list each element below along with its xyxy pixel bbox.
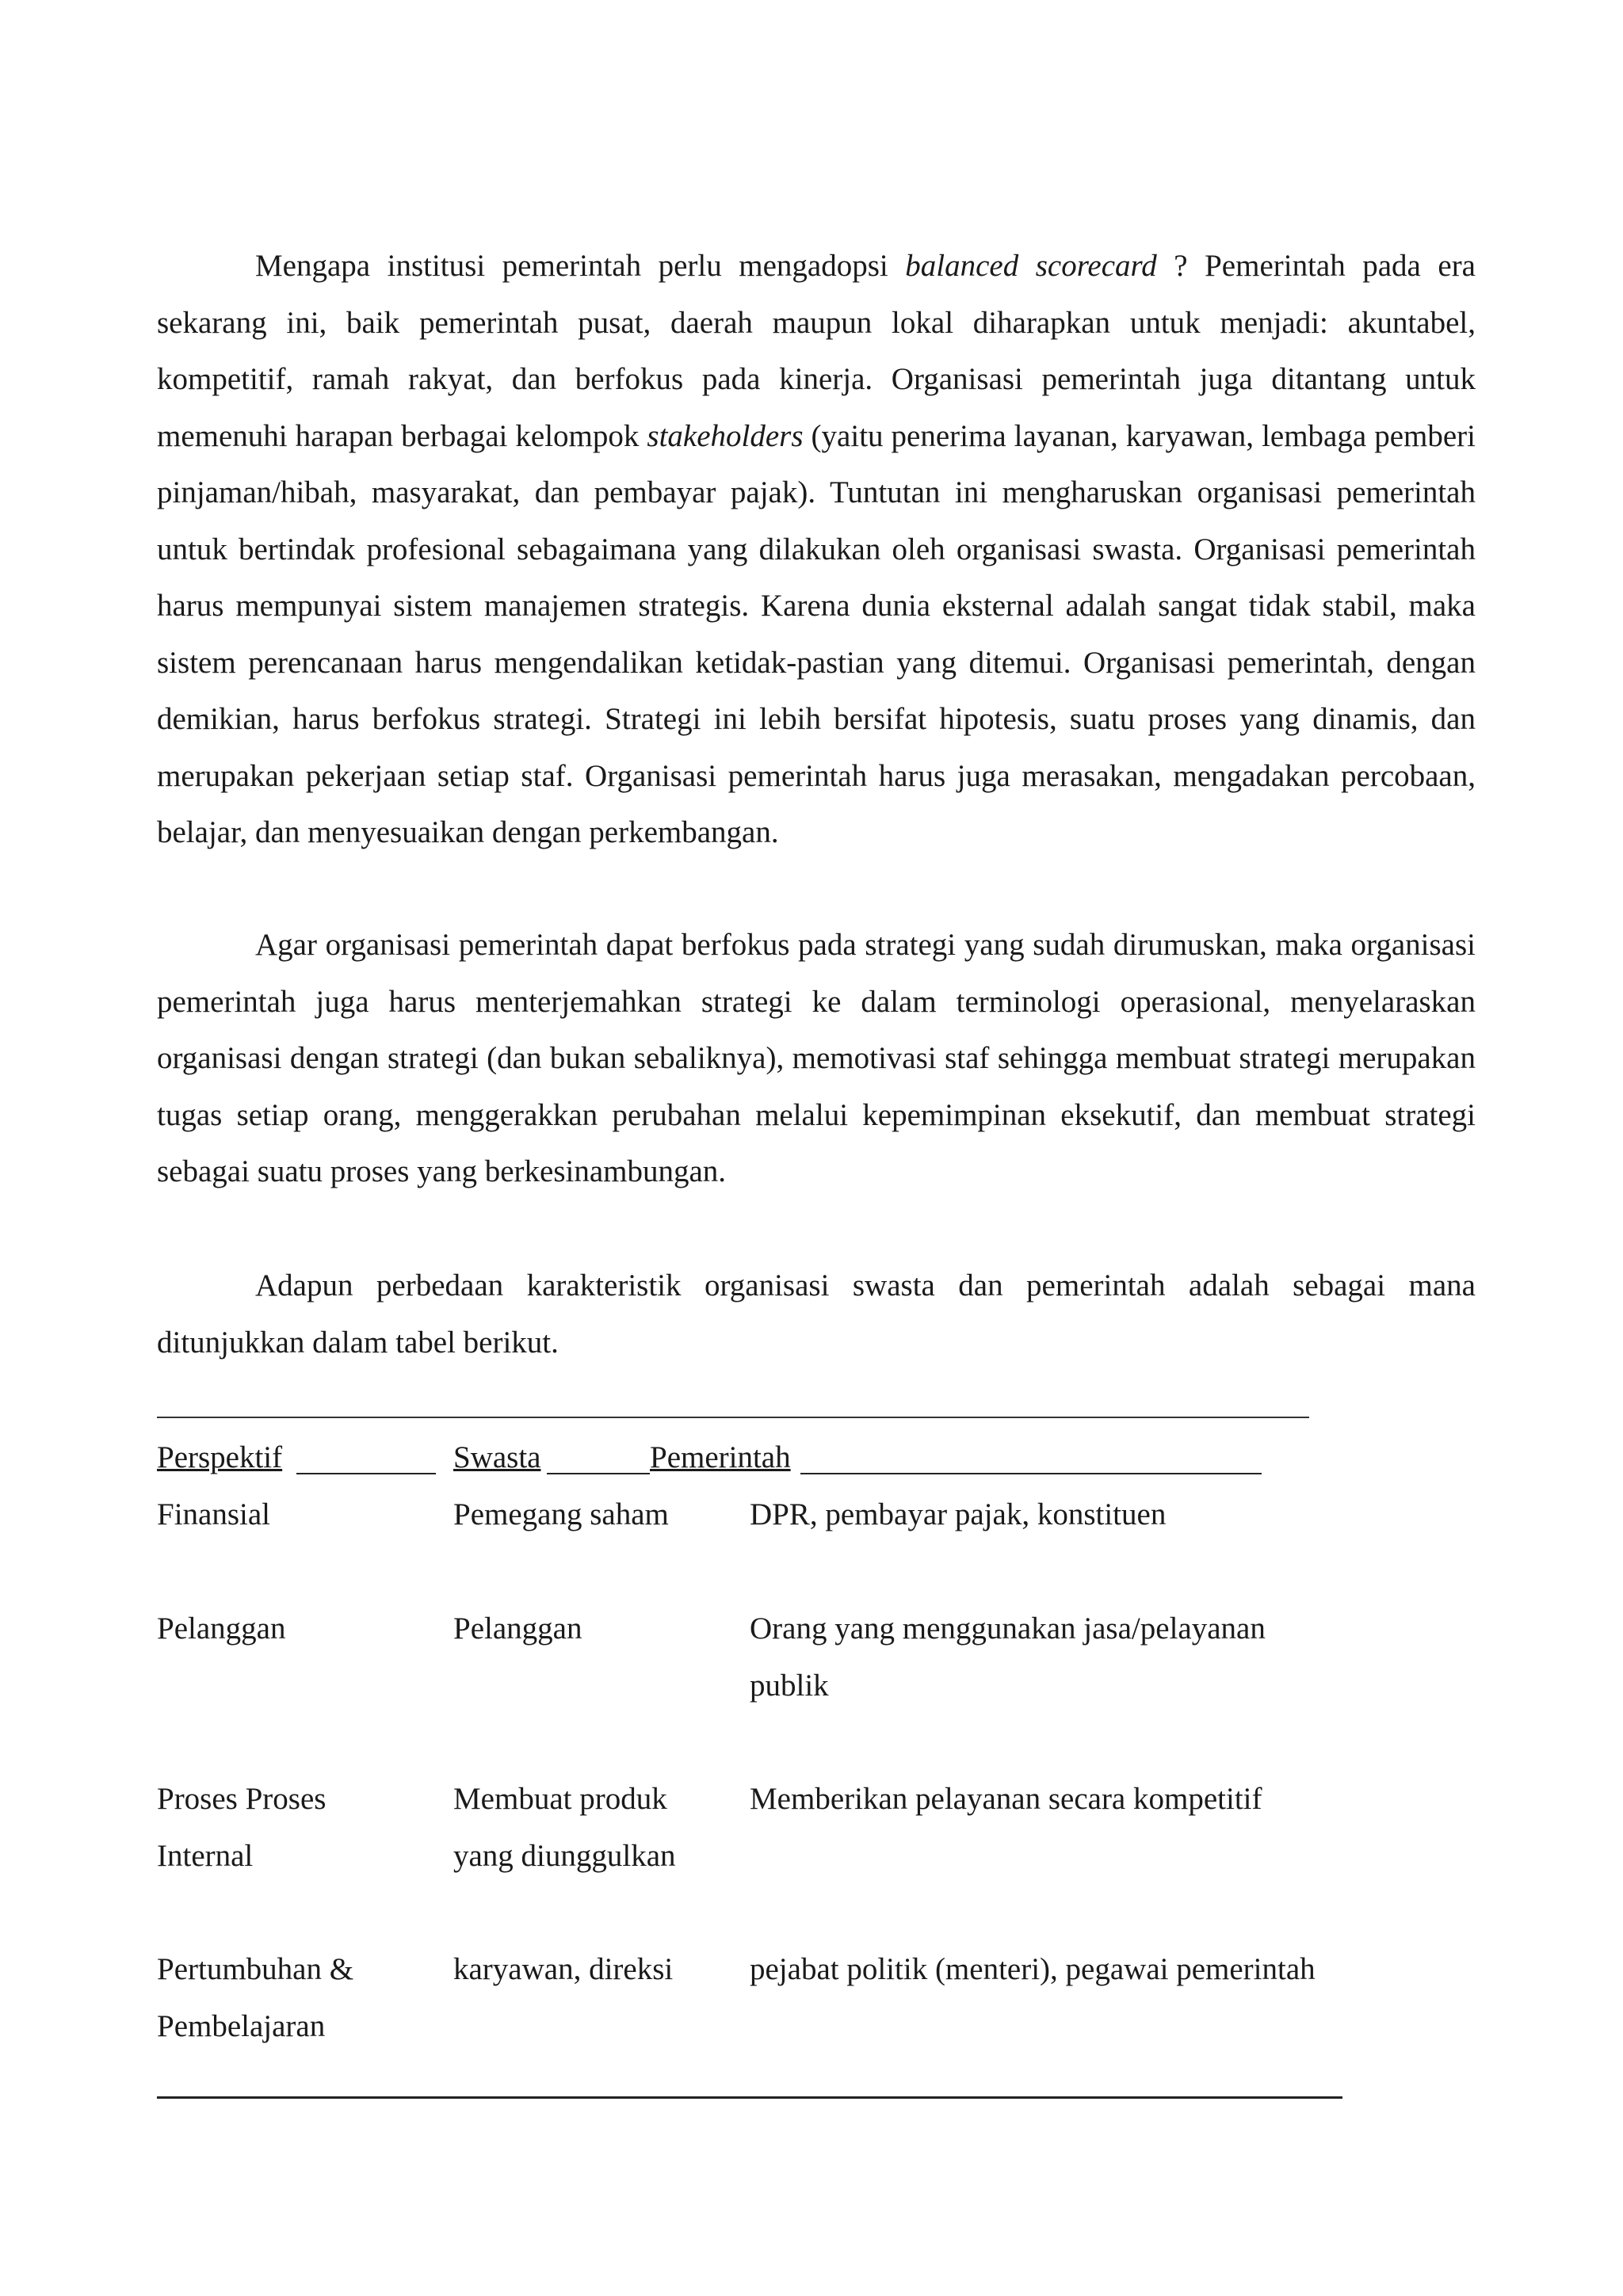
table-row-3-pemerintah: Memberikan pelayanan secara kompetitif	[750, 1782, 1262, 1816]
cell-line: Membuat produk	[453, 1782, 667, 1816]
table-row-1-pemerintah: DPR, pembayar pajak, konstituen	[750, 1497, 1167, 1531]
table-header-perspektif: Perspektif	[157, 1440, 283, 1474]
paragraph-text: ? Pemerintah pada era sekarang ini, baik pemerintah pusat, daerah maupun lokal diharapkan untuk menjadi: akuntabel, kompetitif, ramah rakyat, dan berfokus pada kinerja. Organisasi pemerintah juga ditantang untuk memenuhi harapan berbagai kelompok	[157, 249, 1476, 453]
table-row-1-swasta: Pemegang saham	[453, 1497, 669, 1531]
paragraph-text: Mengapa institusi pemerintah perlu mengadopsi	[255, 249, 906, 283]
table-row-3-perspektif	[157, 1771, 326, 1884]
cell-line: Pembelajaran	[157, 2008, 326, 2043]
paragraph-strategy-focus	[157, 917, 1476, 1200]
table-row-4-pemerintah: pejabat politik (menteri), pegawai pemerintah	[750, 1952, 1316, 1986]
italic-term-stakeholders: stakeholders	[647, 418, 804, 453]
cell-line: yang diunggulkan	[453, 1838, 676, 1873]
table-row-1-perspektif: Finansial	[157, 1497, 270, 1531]
paragraph-text: (yaitu penerima layanan, karyawan, lembaga pemberi pinjaman/hibah, masyarakat, dan pembayar pajak). Tuntutan ini mengharuskan organisasi pemerintah untuk bertindak profesional sebagaimana yang dilakukan oleh organisasi swasta. Organisasi pemerintah harus mempunyai sistem manajemen strategis. Karena dunia eksternal adalah sangat tidak stabil, maka sistem perencanaan harus mengendalikan ketidak-pastian yang ditemui. Organisasi pemerintah, dengan demikian, harus berfokus strategi. Strategi ini lebih bersifat hipotesis, suatu proses yang dinamis, dan merupakan pekerjaan setiap staf. Organisasi pemerintah harus juga merasakan, mengadakan percobaan, belajar, dan menyesuaikan dengan perkembangan.	[157, 418, 1476, 849]
paragraph-table-intro	[157, 1257, 1476, 1371]
header-underline	[800, 1473, 1262, 1474]
table-row-2-perspektif: Pelanggan	[157, 1611, 286, 1646]
italic-term-balanced-scorecard: balanced scorecard	[905, 249, 1157, 283]
table-bottom-rule	[157, 2096, 1342, 2099]
cell-line: Proses Proses	[157, 1782, 327, 1816]
paragraph-why-bsc	[157, 238, 1476, 861]
table-header-swasta: Swasta	[453, 1440, 541, 1474]
header-underline	[296, 1473, 436, 1474]
table-top-rule	[157, 1417, 1309, 1418]
table-row-4-perspektif	[157, 1941, 353, 2054]
cell-line: publik	[750, 1668, 829, 1703]
table-row-2-pemerintah	[750, 1600, 1266, 1714]
table-row-3-swasta	[453, 1771, 676, 1884]
table-row-2-swasta: Pelanggan	[453, 1611, 582, 1646]
header-underline	[547, 1473, 650, 1474]
cell-line: Pertumbuhan &	[157, 1952, 354, 1986]
paragraph-text: Adapun perbedaan karakteristik organisasi swasta dan pemerintah adalah sebagai mana ditunjukkan dalam tabel berikut.	[157, 1268, 1476, 1360]
cell-line: Internal	[157, 1838, 254, 1873]
paragraph-text: Agar organisasi pemerintah dapat berfokus pada strategi yang sudah dirumuskan, maka organisasi pemerintah juga harus menterjemahkan strategi ke dalam terminologi operasional, menyelaraskan organisasi dengan strategi (dan bukan sebaliknya), memotivasi staf sehingga membuat strategi merupakan tugas setiap orang, menggerakkan perubahan melalui kepemimpinan eksekutif, dan membuat strategi sebagai suatu proses yang berkesinambungan.	[157, 928, 1476, 1188]
table-header-pemerintah: Pemerintah	[650, 1440, 791, 1474]
cell-line: Orang yang menggunakan jasa/pelayanan	[750, 1611, 1266, 1646]
table-row-4-swasta: karyawan, direksi	[453, 1952, 674, 1986]
